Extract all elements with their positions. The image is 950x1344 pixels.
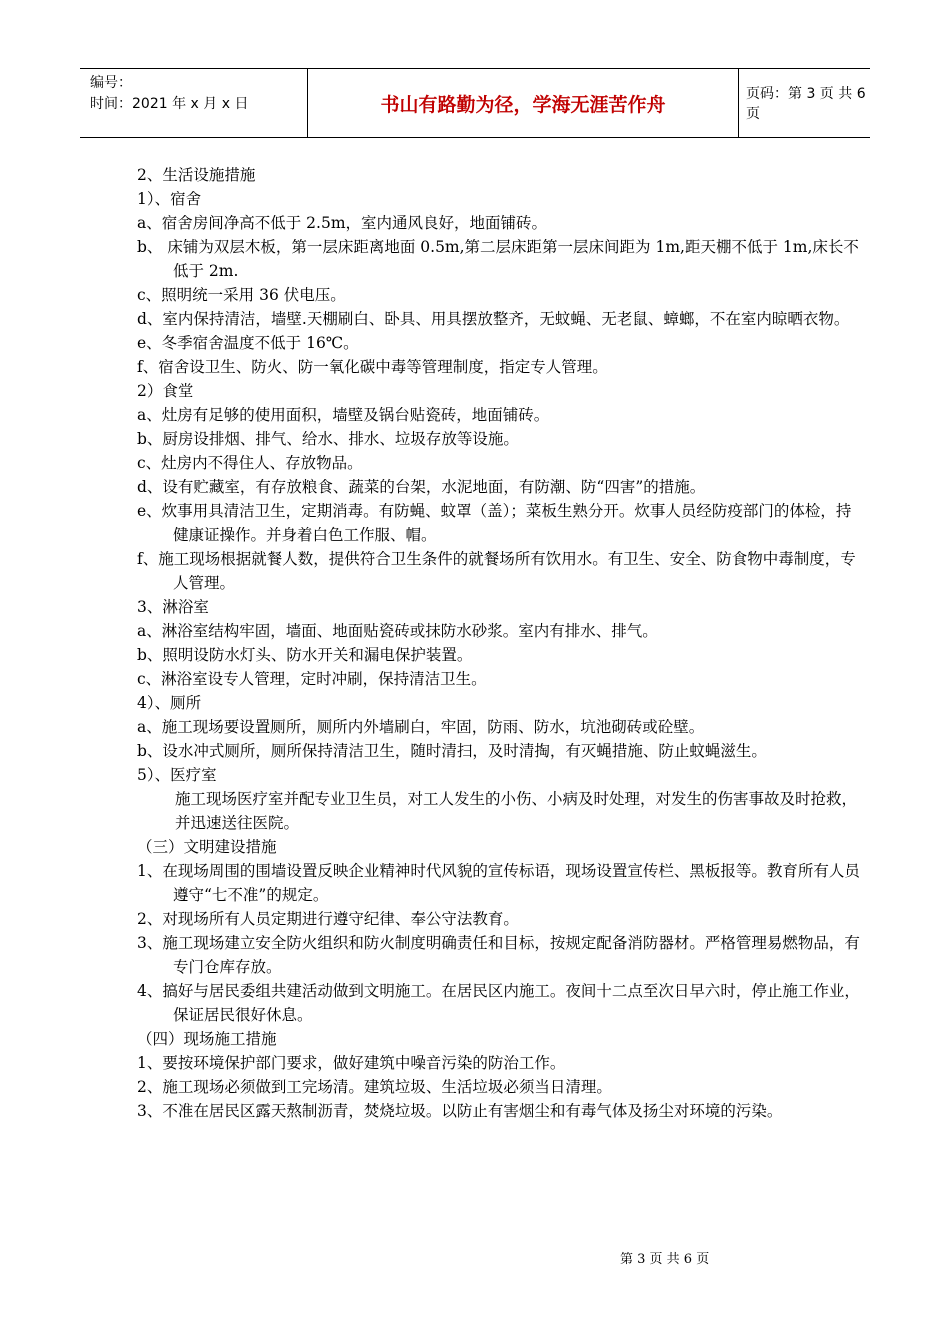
header-meta — [90, 73, 248, 115]
list-item: a、灶房有足够的使用面积，墙壁及锅台贴瓷砖，地面铺砖。 — [137, 406, 550, 424]
header-page-info: 页码：第 3 页 共 6 页 — [746, 86, 866, 122]
document-body — [137, 163, 865, 1123]
list-item: 4、搞好与居民委组共建活动做到文明施工。在居民区内施工。夜间十二点至次日早六时，停止施工作业，保证居民很好休息。 — [137, 982, 860, 1024]
subsection-heading: 2）食堂 — [137, 382, 194, 400]
time-label: 时间：2021 年 x 月 x 日 — [90, 96, 249, 112]
list-item: e、炊事用具清洁卫生，定期消毒。有防蝇、蚊罩（盖）；菜板生熟分开。炊事人员经防疫部门的体检，持健康证操作。并身着白色工作服、帽。 — [137, 502, 852, 544]
list-item: b、照明设防水灯头、防水开关和漏电保护装置。 — [137, 646, 473, 664]
list-item: c、照明统一采用 36 伏电压。 — [137, 286, 346, 304]
list-item: 2、施工现场必须做到工完场清。建筑垃圾、生活垃圾必须当日清理。 — [137, 1078, 612, 1096]
list-item: b、 床铺为双层木板，第一层床距离地面 0.5m,第二层床距第一层床间距为 1m,距天棚不低于 1m,床长不低于 2m. — [137, 238, 859, 280]
list-item: 3、施工现场建立安全防火组织和防火制度明确责任和目标，按规定配备消防器材。严格管理易燃物品，有专门仓库存放。 — [137, 934, 860, 976]
page-header — [80, 68, 870, 138]
list-item: 2、对现场所有人员定期进行遵守纪律、奉公守法教育。 — [137, 910, 519, 928]
section-heading: 2、生活设施措施 — [137, 166, 256, 184]
list-item: a、施工现场要设置厕所，厕所内外墙刷白，牢固，防雨、防水，坑池砌砖或砼壁。 — [137, 718, 705, 736]
list-item: b、厨房设排烟、排气、给水、排水、垃圾存放等设施。 — [137, 430, 519, 448]
header-motto: 书山有路勤为径，学海无涯苦作舟 — [307, 69, 739, 137]
list-item: 3、不准在居民区露天熬制沥青，焚烧垃圾。以防止有害烟尘和有毒气体及扬尘对环境的污染。 — [137, 1102, 783, 1120]
section-heading: （四）现场施工措施 — [137, 1030, 277, 1048]
list-item: a、淋浴室结构牢固，墙面、地面贴瓷砖或抹防水砂浆。室内有排水、排气。 — [137, 622, 658, 640]
list-item: f、施工现场根据就餐人数，提供符合卫生条件的就餐场所有饮用水。有卫生、安全、防食物中毒制度，专人管理。 — [137, 550, 856, 592]
page-footer: 第 3 页 共 6 页 — [620, 1252, 710, 1267]
list-item: a、宿舍房间净高不低于 2.5m，室内通风良好，地面铺砖。 — [137, 214, 548, 232]
section-heading: （三）文明建设措施 — [137, 838, 277, 856]
list-item: e、冬季宿舍温度不低于 16℃。 — [137, 334, 359, 352]
paragraph: 施工现场医疗室并配专业卫生员，对工人发生的小伤、小病及时处理，对发生的伤害事故及时抢救，并迅速送往医院。 — [175, 790, 858, 832]
list-item: f、宿舍设卫生、防火、防一氧化碳中毒等管理制度，指定专人管理。 — [137, 358, 608, 376]
list-item: c、灶房内不得住人、存放物品。 — [137, 454, 363, 472]
number-label: 编号： — [90, 75, 132, 91]
list-item: b、设水冲式厕所，厕所保持清洁卫生，随时清扫，及时清掏，有灭蝇措施、防止蚊蝇滋生。 — [137, 742, 767, 760]
list-item: 1、在现场周围的围墙设置反映企业精神时代风貌的宣传标语，现场设置宣传栏、黑板报等。教育所有人员遵守“七不准”的规定。 — [137, 862, 860, 904]
subsection-heading: 1）、宿舍 — [137, 190, 202, 208]
list-item: 1、要按环境保护部门要求，做好建筑中噪音污染的防治工作。 — [137, 1054, 566, 1072]
list-item: c、淋浴室设专人管理，定时冲刷，保持清洁卫生。 — [137, 670, 487, 688]
subsection-heading: 3、淋浴室 — [137, 598, 209, 616]
list-item: d、设有贮藏室，有存放粮食、蔬菜的台架，水泥地面，有防潮、防“四害”的措施。 — [137, 478, 706, 496]
subsection-heading: 5）、医疗室 — [137, 766, 217, 784]
list-item: d、室内保持清洁，墙壁.天棚刷白、卧具、用具摆放整齐，无蚊蝇、无老鼠、蟑螂，不在室内晾晒衣物。 — [137, 310, 850, 328]
subsection-heading: 4）、厕所 — [137, 694, 202, 712]
